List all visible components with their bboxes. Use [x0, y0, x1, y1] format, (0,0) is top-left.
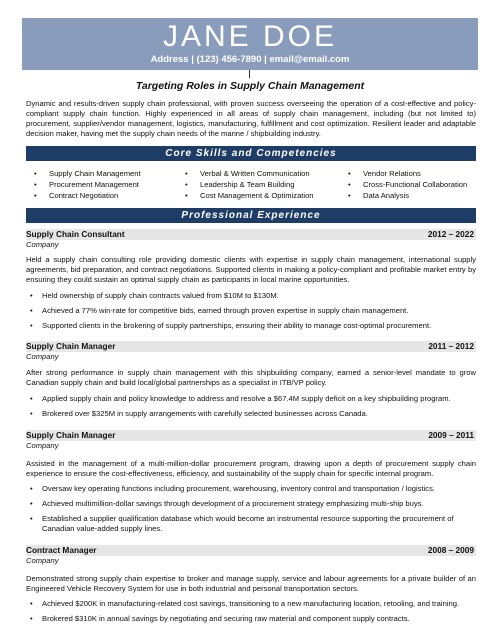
target-role-heading: Targeting Roles in Supply Chain Management	[135, 80, 365, 92]
achievement-item: • Brokered over $325M in supply arrangements with carefully selected businesses across Canada.	[26, 409, 476, 419]
job-dates: 2009 – 2011	[428, 430, 474, 440]
job-header	[26, 430, 476, 441]
achievement-item: • Brokered $310K in annual savings by negotiating and securing raw material and component supply contracts.	[26, 614, 476, 624]
job-title: Supply Chain Manager	[26, 341, 116, 351]
skills-column-3	[348, 168, 467, 201]
job-description: Held a supply chain consulting role providing domestic clients with expertise in supply chain management, international supply agreements, bid preparation, and contract negotiations. Supported clients in making a policy-compliant and profitable market entry by ensuring they could sustain an optimal supply chain as participants in local marine opportunities.	[26, 255, 476, 284]
job-description: After strong performance in supply chain management with this shipbuilding company, earned a senior-level mandate to grow Canadian supply chain and build local/global partnerships as a specialist in ITB/VP policy.	[26, 368, 476, 387]
job-title: Supply Chain Consultant	[26, 229, 125, 239]
skill-item: • Cross-Functional Collaboration	[348, 179, 467, 190]
job-header	[26, 229, 476, 240]
skill-item: • Leadership & Team Building	[185, 179, 314, 190]
skills-column-2	[185, 168, 314, 201]
resume-header	[22, 18, 478, 70]
skill-item: • Vendor Relations	[348, 168, 467, 179]
company-name: Company	[26, 441, 59, 450]
achievement-item: • Achieved multimillion-dollar savings through development of a procurement strategy emphasizing multi-ship buys.	[26, 499, 476, 509]
core-skills-list	[26, 168, 476, 202]
job-header	[26, 545, 476, 556]
company-name: Company	[26, 352, 59, 361]
skill-item: • Data Analysis	[348, 190, 467, 201]
header-connector-line	[249, 70, 250, 78]
job-dates: 2012 – 2022	[427, 229, 474, 239]
achievement-item: • Oversaw key operating functions including procurement, warehousing, inventory control and transportation / logistics.	[26, 484, 476, 494]
contact-line: Address | (123) 456-7890 | email@email.com	[150, 54, 350, 65]
skill-item: • Cost Management & Optimization	[185, 190, 314, 201]
skill-item: • Procurement Management	[34, 179, 141, 190]
job-title: Supply Chain Manager	[26, 430, 116, 440]
job-achievements	[26, 599, 476, 629]
skill-item: • Contract Negotiation	[34, 190, 141, 201]
job-description: Demonstrated strong supply chain expertise to broker and manage supply, service and labour agreements for a private builder of an Engineered Vehicle Recovery System for use in both industrial and personal transportation sectors.	[26, 574, 476, 593]
achievement-item: • Applied supply chain and policy knowledge to address and resolve a $67.4M supply deficit on a key shipbuilding program.	[26, 394, 476, 404]
achievement-item: • Achieved a 77% win-rate for competitive bids, earned through proven expertise in supply chain management.	[26, 306, 476, 316]
professional-summary: Dynamic and results-driven supply chain professional, with proven success overseeing the operation of a cost-effective and policy-compliant supply chain function. Highly experienced in all areas of supply chain management, including (but not limited to) procurement, supplier/vendor management, logistics, manufacturing, fulfillment and cost optimization. Resilient leader and adaptable decision maker, having met the supply chain needs of the marine / shipbuilding industry.	[26, 99, 476, 138]
achievement-item: • Achieved $200K in manufacturing-related cost savings, transitioning to a new manufacturing location, retooling, and training.	[26, 599, 476, 609]
skill-item: • Verbal & Written Communication	[185, 168, 314, 179]
professional-experience-heading: Professional Experience	[26, 208, 476, 223]
job-dates: 2011 – 2012	[428, 341, 474, 351]
job-achievements	[26, 394, 476, 424]
job-description: Assisted in the management of a multi-million-dollar procurement program, drawing upon a depth of procurement supply chain experience to ensure the cost-effectiveness, efficiency, and sustainability of the supply chain for specific internal program.	[26, 459, 476, 478]
company-name: Company	[26, 240, 59, 249]
skill-item: • Supply Chain Management	[34, 168, 141, 179]
skills-column-1	[34, 168, 141, 201]
achievement-item: • Established a supplier qualification database which would become an instrumental resource supporting the procurement of Canadian value-added supply lines.	[26, 514, 476, 534]
job-achievements	[26, 291, 476, 336]
job-header	[26, 341, 476, 352]
candidate-name: JANE DOE	[162, 20, 338, 53]
job-achievements	[26, 484, 476, 539]
job-dates: 2008 – 2009	[427, 545, 474, 555]
core-skills-heading: Core Skills and Competencies	[26, 146, 476, 161]
job-title: Contract Manager	[26, 545, 97, 555]
company-name: Company	[26, 556, 59, 565]
achievement-item: • Held ownership of supply chain contracts valued from $10M to $130M.	[26, 291, 476, 301]
achievement-item: • Supported clients in the brokering of supply partnerships, ensuring their ability to manage cost-optimal procurement.	[26, 321, 476, 331]
